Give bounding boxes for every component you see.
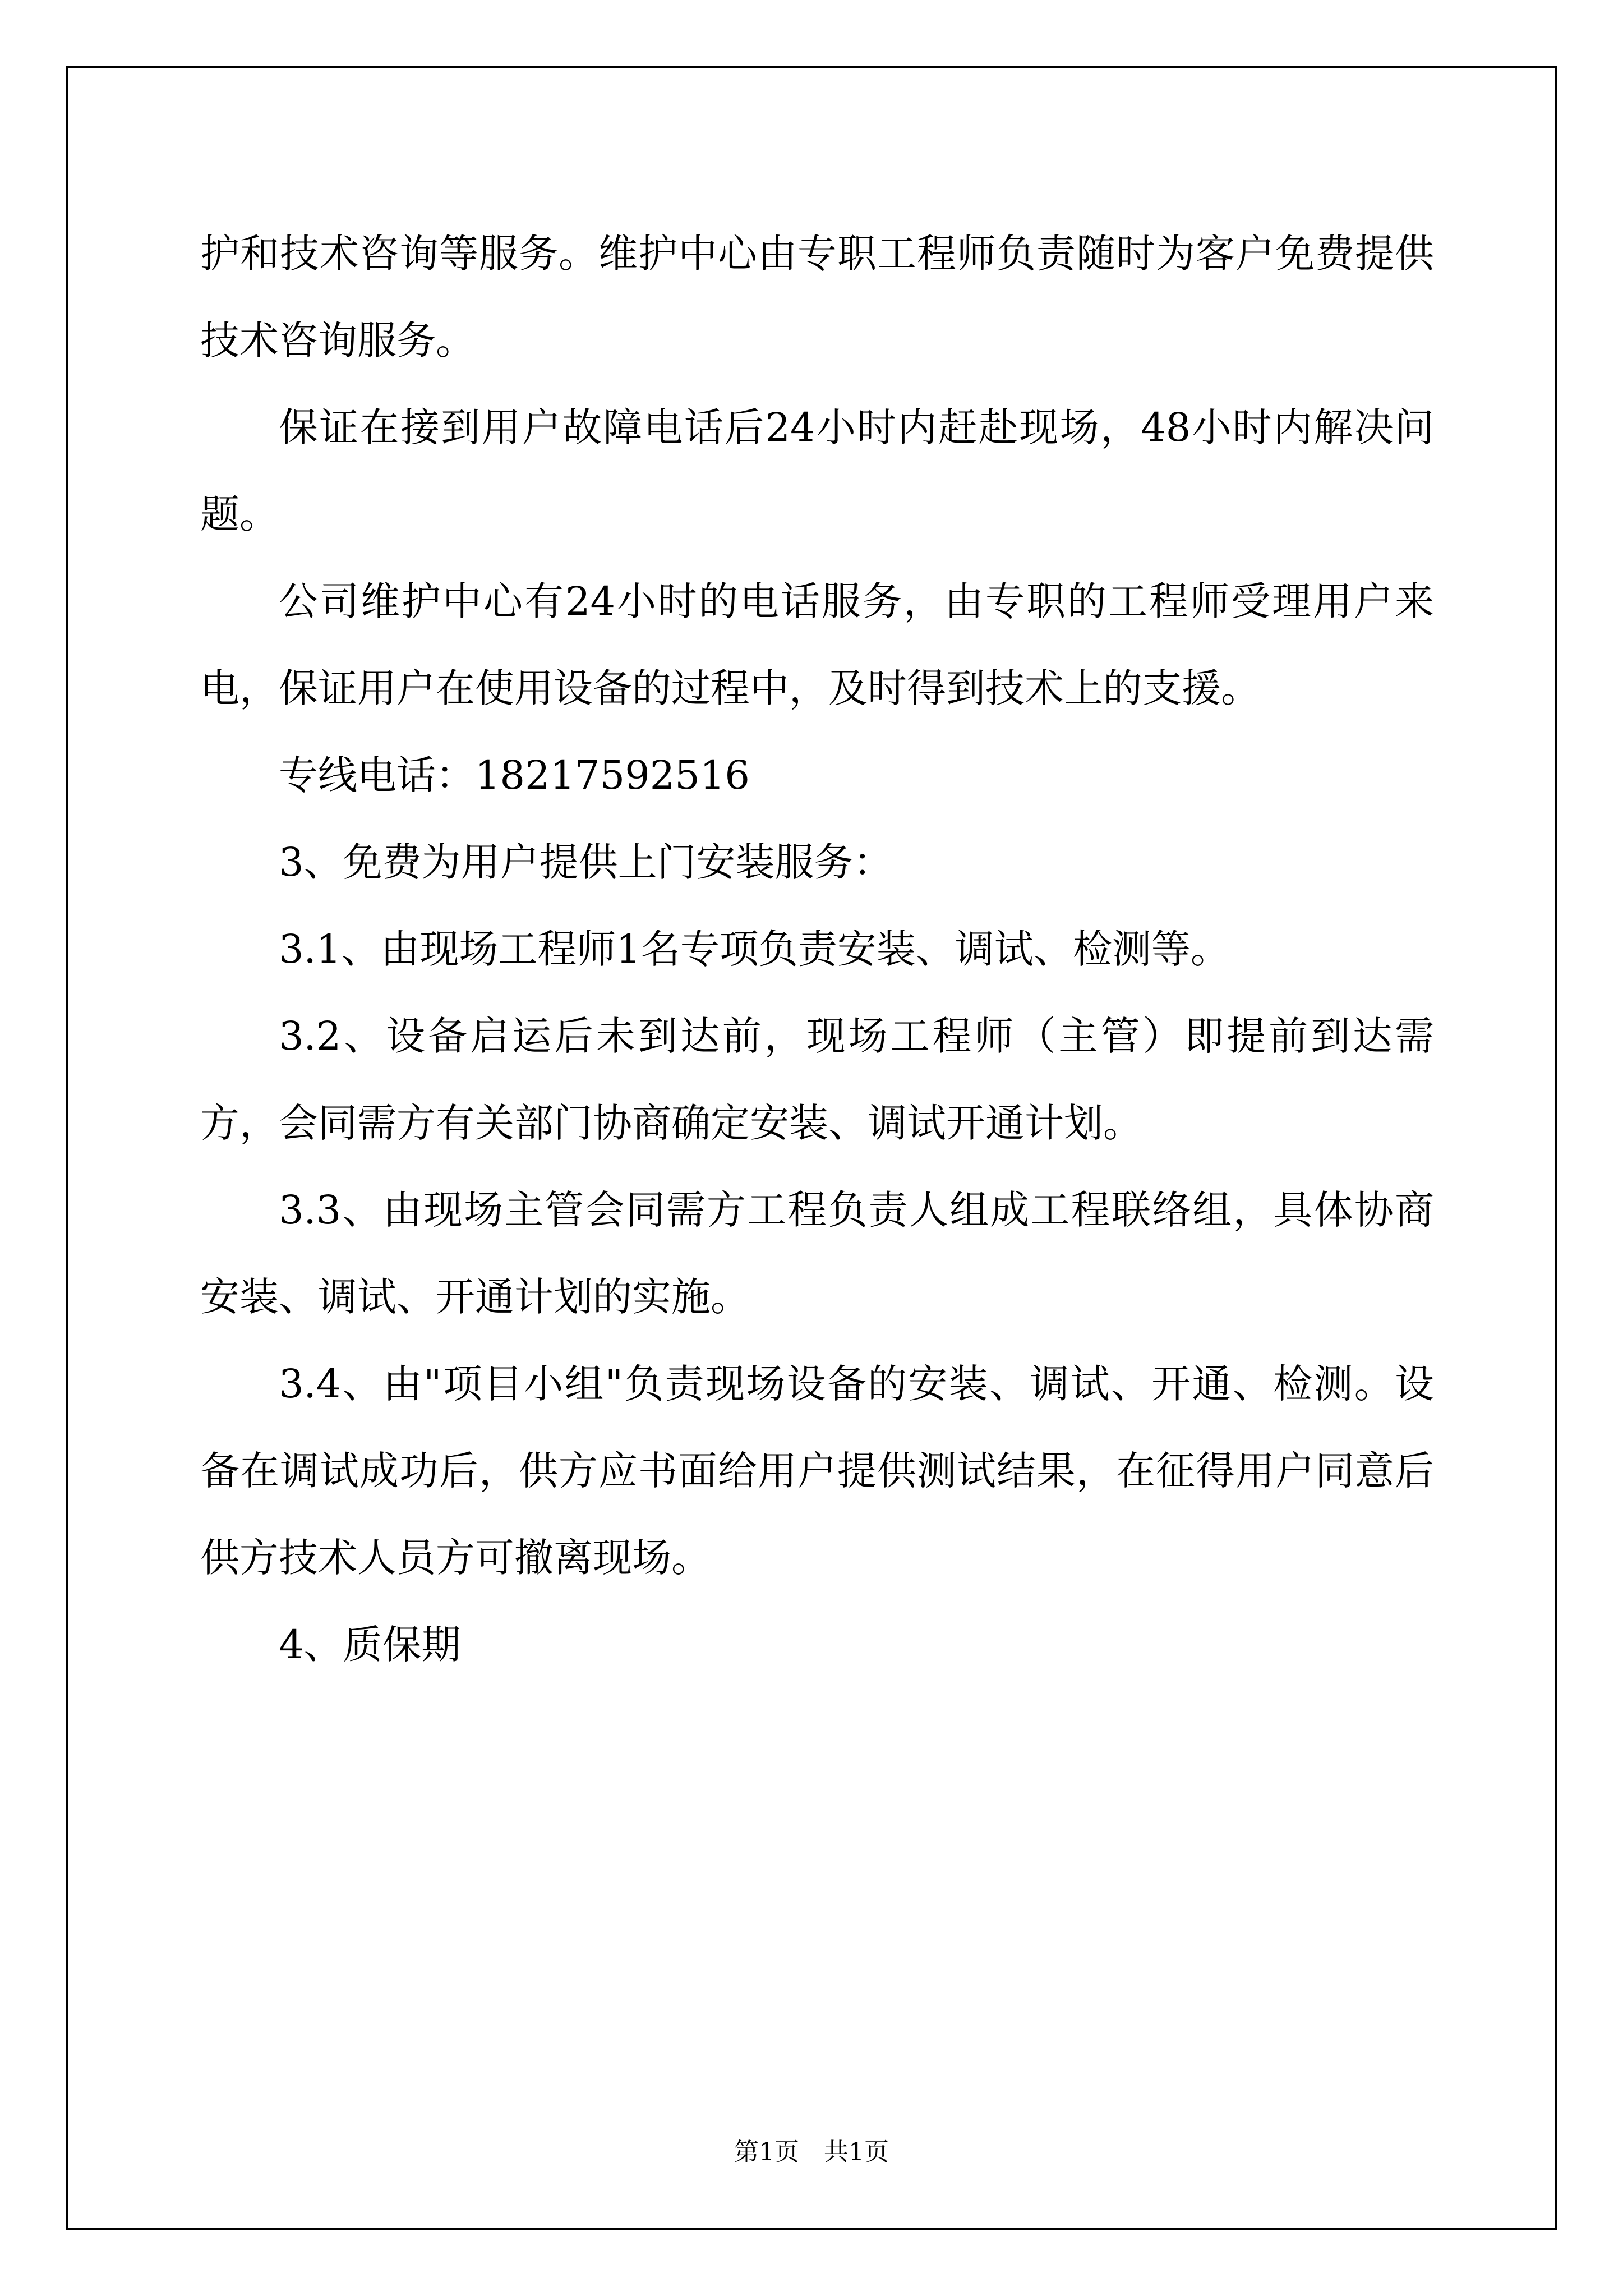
document-body (200, 210, 1434, 1688)
paragraph-3: 公司维护中心有24小时的电话服务，由专职的工程师受理用户来电，保证用户在使用设备的过程中，及时得到技术上的支援。 (200, 578, 1434, 711)
page-footer: 第1页 共1页 (734, 2138, 889, 2166)
paragraph-7: 3.2、设备启运后未到达前，现场工程师（主管）即提前到达需方，会同需方有关部门协商确定安装、调试开通计划。 (200, 1013, 1434, 1146)
paragraph-9: 3.4、由"项目小组"负责现场设备的安装、调试、开通、检测。设备在调试成功后，供方应书面给用户提供测试结果，在征得用户同意后供方技术人员方可撤离现场。 (200, 1361, 1434, 1581)
paragraph-1: 护和技术咨询等服务。维护中心由专职工程师负责随时为客户免费提供技术咨询服务。 (200, 231, 1434, 364)
paragraph-8: 3.3、由现场主管会同需方工程负责人组成工程联络组，具体协商安装、调试、开通计划的实施。 (200, 1187, 1434, 1320)
paragraph-10: 4、质保期 (279, 1622, 461, 1668)
paragraph-5: 3、免费为用户提供上门安装服务： (279, 839, 893, 885)
paragraph-2: 保证在接到用户故障电话后24小时内赶赴现场，48小时内解决问题。 (200, 404, 1434, 537)
paragraph-6: 3.1、由现场工程师1名专项负责安装、调试、检测等。 (279, 926, 1230, 972)
paragraph-4: 专线电话：18217592516 (279, 752, 750, 798)
